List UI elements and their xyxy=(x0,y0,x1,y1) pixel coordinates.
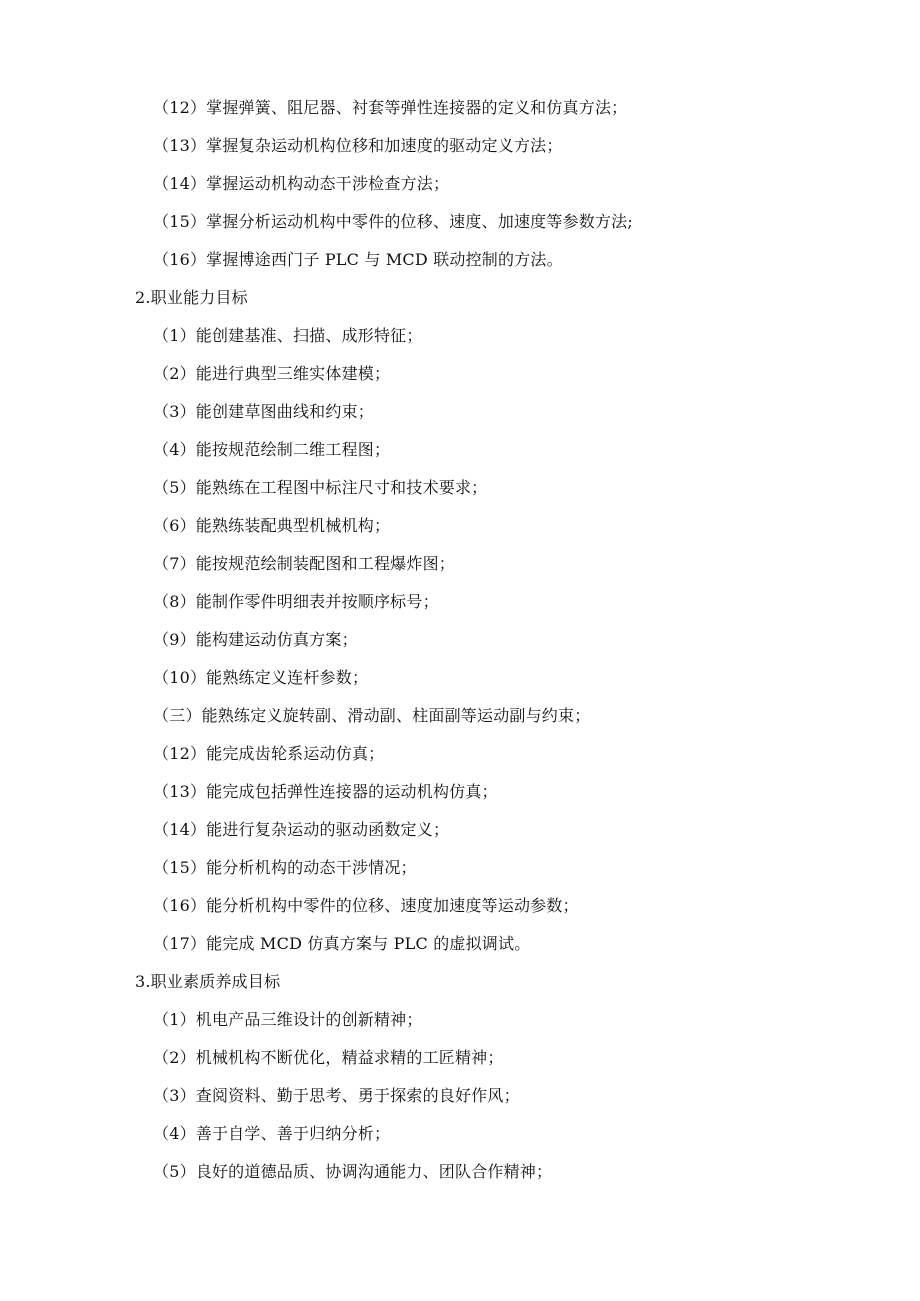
ability-item: （三）能熟练定义旋转副、滑动副、柱面副等运动副与约束； xyxy=(153,706,591,725)
ability-item: （4）能按规范绘制二维工程图； xyxy=(153,440,391,459)
section-heading-ability: 2.职业能力目标 xyxy=(135,288,248,307)
ability-item: （3）能创建草图曲线和约束； xyxy=(153,402,374,421)
quality-item: （1）机电产品三维设计的创新精神； xyxy=(153,1010,423,1029)
section-heading-quality: 3.职业素质养成目标 xyxy=(135,972,281,991)
quality-item: （5）良好的道德品质、协调沟通能力、团队合作精神； xyxy=(153,1162,553,1181)
ability-item: （15）能分析机构的动态干涉情况； xyxy=(153,858,417,877)
quality-item: （2）机械机构不断优化，精益求精的工匠精神； xyxy=(153,1048,504,1067)
ability-item: （2）能进行典型三维实体建模； xyxy=(153,364,391,383)
ability-item: （14）能进行复杂运动的驱动函数定义； xyxy=(153,820,450,839)
knowledge-item-12: （12）掌握弹簧、阻尼器、衬套等弹性连接器的定义和仿真方法； xyxy=(153,98,628,117)
ability-item: （12）能完成齿轮系运动仿真； xyxy=(153,744,385,763)
ability-item: （1）能创建基准、扫描、成形特征； xyxy=(153,326,423,345)
ability-item: （7）能按规范绘制装配图和工程爆炸图； xyxy=(153,554,455,573)
ability-item: （6）能熟练装配典型机械机构； xyxy=(153,516,391,535)
ability-item: （13）能完成包括弹性连接器的运动机构仿真； xyxy=(153,782,498,801)
ability-item: （9）能构建运动仿真方案； xyxy=(153,630,358,649)
knowledge-item-13: （13）掌握复杂运动机构位移和加速度的驱动定义方法； xyxy=(153,136,563,155)
knowledge-item-15: （15）掌握分析运动机构中零件的位移、速度、加速度等参数方法; xyxy=(153,212,633,231)
ability-item: （10）能熟练定义连杆参数； xyxy=(153,668,369,687)
quality-item: （3）查阅资料、勤于思考、勇于探索的良好作风； xyxy=(153,1086,520,1105)
ability-item: （17）能完成 MCD 仿真方案与 PLC 的虚拟调试。 xyxy=(153,934,531,953)
knowledge-item-14: （14）掌握运动机构动态干涉检查方法； xyxy=(153,174,450,193)
knowledge-item-16: （16）掌握博途西门子 PLC 与 MCD 联动控制的方法。 xyxy=(153,250,563,269)
quality-item: （4）善于自学、善于归纳分析； xyxy=(153,1124,391,1143)
ability-item: （16）能分析机构中零件的位移、速度加速度等运动参数； xyxy=(153,896,579,915)
ability-item: （5）能熟练在工程图中标注尺寸和技术要求； xyxy=(153,478,488,497)
ability-item: （8）能制作零件明细表并按顺序标号； xyxy=(153,592,439,611)
